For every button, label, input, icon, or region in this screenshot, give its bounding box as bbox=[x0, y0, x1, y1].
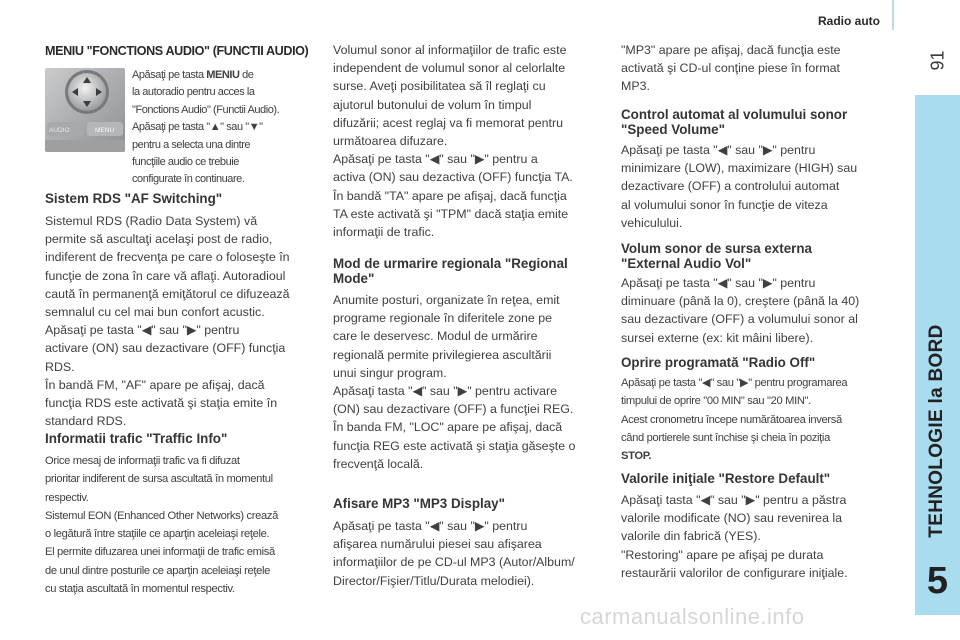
body-line: funcţia RDS este activată şi staţia emite în bbox=[45, 396, 278, 411]
radio-off-body bbox=[621, 374, 893, 465]
menu-intro: Apăsaţi pe tasta MENIU de la autoradio pentru acces la "Fonctions Audio" (Functii Audio). Apăsaţi pe tasta "▲" sau "▼" pentru a selecta una dintre funcţiile audio ce trebuie configurate în continuare. bbox=[132, 67, 317, 189]
body-line: surse. Aveţi posibilitatea să îl reglaţi cu bbox=[333, 79, 546, 94]
body-line: al volumului sonor în funcţie de viteza bbox=[621, 197, 828, 212]
body-line: timpului de oprire "00 MIN" sau "20 MIN". bbox=[621, 395, 811, 408]
body-line: sursei externe (ex: kit mâini libere). bbox=[621, 330, 814, 345]
body-line: vehiculului. bbox=[621, 215, 683, 230]
body-line: Sistemul EON (Enhanced Other Networks) crează bbox=[45, 509, 278, 522]
external-audio-body bbox=[621, 274, 893, 347]
body-line: indiferent de frecvenţa pe care o foloseşte în bbox=[45, 250, 290, 265]
body-line: Sistemul RDS (Radio Data System) vă bbox=[45, 214, 258, 228]
chapter-number: 5 bbox=[926, 560, 949, 602]
body-line: Volumul sonor al informaţiilor de trafic este bbox=[333, 43, 567, 57]
mp3-continued-body bbox=[621, 41, 893, 96]
speed-volume-body bbox=[621, 141, 893, 232]
traffic-section-title: Informatii trafic "Traffic Info" bbox=[45, 431, 228, 446]
body-line: (ON) sau dezactivare (OFF) a funcţiei REG. bbox=[333, 402, 574, 417]
traffic-section-body bbox=[45, 452, 317, 598]
body-line: diminuare (până la 0), creştere (până la 40) bbox=[621, 294, 860, 309]
body-line: "MP3" apare pe afişaj, dacă funcţia este bbox=[621, 43, 841, 57]
body-line: cu staţia ascultată în momentul respectiv. bbox=[45, 583, 235, 596]
body-line: valorile din fabrică (YES). bbox=[621, 529, 761, 544]
intro-line: funcţiile audio ce trebuie bbox=[132, 156, 239, 169]
rds-section-body bbox=[45, 212, 317, 430]
body-line: care le deservesc. Modul de urmărire bbox=[333, 329, 538, 344]
body-line: programe regionale în diferitele zone pe bbox=[333, 311, 553, 326]
body-line: Apăsaţi pe tasta "◀" sau "▶" pentru bbox=[621, 143, 816, 157]
body-line: frecvenţă locală. bbox=[333, 456, 424, 471]
body-line: permite să ascultaţi acelaşi post de radio, bbox=[45, 232, 273, 247]
audio-button-label: AUDIO bbox=[49, 127, 70, 134]
body-line: o legătură între staţiile ce aparţin aceleiaşi reţele. bbox=[45, 528, 270, 541]
rds-section-title: Sistem RDS "AF Switching" bbox=[45, 191, 223, 206]
menu-section-title: MENIU "FONCTIONS AUDIO" (FUNCTII AUDIO) bbox=[45, 44, 309, 58]
body-line: Apăsaţi tasta "◀" sau "▶" pentru a păstra bbox=[621, 493, 847, 507]
body-line: respectiv. bbox=[45, 491, 89, 504]
body-line: informaţiilor de pe CD-ul MP3 (Autor/Album/ bbox=[333, 555, 575, 570]
speed-volume-title: Control automat al volumului sonor "Speed Volume" bbox=[621, 107, 848, 137]
intro-line: Apăsaţi pe tasta "▲" sau "▼" bbox=[132, 121, 263, 134]
header-rule bbox=[892, 0, 894, 30]
body-line: independent de volumul sonor al celorlalte bbox=[333, 61, 566, 76]
body-line: Apăsaţi pe tasta "◀" sau "▶" pentru a bbox=[333, 152, 538, 167]
body-line: prioritar indiferent de sursa ascultată în momentul bbox=[45, 473, 273, 486]
body-line: "Restoring" apare pe afişaj pe durata bbox=[621, 547, 824, 562]
body-line: ajutorul butonului de volum în timpul bbox=[333, 97, 532, 112]
body-line: când portierele sunt închise şi cheia în poziţia bbox=[621, 431, 830, 444]
body-line: În banda FM, "LOC" apare pe afişaj, dacă bbox=[333, 420, 563, 435]
page-number: 91 bbox=[927, 50, 948, 71]
body-line: semnalul cu cel mai bun confort acustic. bbox=[45, 305, 265, 320]
body-line: minimizare (LOW), maximizare (HIGH) sau bbox=[621, 161, 858, 176]
body-line: funcţia REG este activată şi staţia găseşte o bbox=[333, 438, 576, 453]
body-line: dezactivare (OFF) a controlului automat bbox=[621, 179, 840, 194]
body-line: activare (ON) sau dezactivare (OFF) funcţia bbox=[45, 341, 286, 356]
body-line: de unul dintre posturile ce aparţin aceleiaşi reţele bbox=[45, 564, 270, 577]
mp3-section-body bbox=[333, 517, 605, 590]
body-line: activa (ON) sau dezactiva (OFF) funcţia TA. bbox=[333, 170, 573, 185]
body-line: Orice mesaj de informaţii trafic va fi difuzat bbox=[45, 455, 240, 467]
body-line: MP3. bbox=[621, 79, 650, 94]
radio-off-title: Oprire programată "Radio Off" bbox=[621, 355, 816, 370]
body-line: Apăsaţi pe tasta "◀" sau "▶" pentru bbox=[45, 323, 240, 338]
body-line: caută în permanenţă emiţătorul ce difuzează bbox=[45, 286, 290, 301]
traffic-volume-body bbox=[333, 41, 605, 241]
body-line: Apăsaţi tasta "◀" sau "▶" pentru activare bbox=[333, 384, 557, 399]
body-line: informaţii de trafic. bbox=[333, 225, 435, 240]
body-line: restaurării valorilor de configurare iniţiale. bbox=[621, 565, 848, 580]
body-line: funcţie de zona în care vă aflaţi. Autoradioul bbox=[45, 268, 286, 283]
running-title: Radio auto bbox=[818, 14, 880, 28]
body-line: Apăsaţi pe tasta "◀" sau "▶" pentru bbox=[621, 276, 816, 290]
body-line: unui singur program. bbox=[333, 365, 447, 380]
body-line: În bandă FM, "AF" apare pe afişaj, dacă bbox=[45, 377, 265, 392]
external-audio-title: Volum sonor de sursa externa "External Audio Vol" bbox=[621, 241, 812, 271]
body-line: activată şi CD-ul conţine piese în format bbox=[621, 61, 840, 76]
body-line: valorile modificate (NO) sau revenirea la bbox=[621, 511, 843, 526]
chapter-title: TEHNOLOGIE la BORD bbox=[926, 324, 947, 538]
body-line: sau dezactivare (OFF) a volumului sonor al bbox=[621, 312, 858, 327]
restore-default-title: Valorile iniţiale "Restore Default" bbox=[621, 471, 831, 486]
mp3-section-title: Afisare MP3 "MP3 Display" bbox=[333, 496, 505, 511]
body-line: TA este activată şi "TPM" dacă staţia emite bbox=[333, 206, 569, 221]
intro-line: pentru a selecta una dintre bbox=[132, 138, 251, 151]
body-line: Director/Fişier/Titlu/Durata melodiei). bbox=[333, 573, 535, 588]
intro-line: la autoradio pentru acces la bbox=[132, 86, 255, 99]
body-line: RDS. bbox=[45, 359, 75, 374]
body-line: standard RDS. bbox=[45, 414, 127, 429]
body-line: STOP. bbox=[621, 450, 652, 463]
regional-section-body bbox=[333, 291, 605, 473]
restore-default-body bbox=[621, 491, 893, 582]
body-line: Acest cronometru începe numărătoarea inversă bbox=[621, 413, 842, 426]
regional-section-title: Mod de urmarire regionala "Regional Mode" bbox=[333, 256, 568, 286]
body-line: Apăsaţi pe tasta "◀" sau "▶" pentru programarea bbox=[621, 377, 848, 389]
body-line: El permite difuzarea unei informaţii de trafic emisă bbox=[45, 546, 275, 559]
body-line: afişarea numărului piesei sau afişarea bbox=[333, 537, 542, 552]
intro-line: "Fonctions Audio" (Functii Audio). bbox=[132, 103, 280, 116]
radio-panel-image bbox=[45, 68, 125, 152]
body-line: În bandă "TA" apare pe afişaj, dacă funcţia bbox=[333, 188, 567, 203]
body-line: Anumite posturi, organizate în reţea, emit bbox=[333, 293, 560, 307]
body-line: regională permite privilegierea ascultării bbox=[333, 347, 552, 362]
body-line: Apăsaţi pe tasta "◀" sau "▶" pentru bbox=[333, 519, 528, 533]
menu-button-label: MENU bbox=[95, 127, 115, 134]
intro-line: configurate în continuare. bbox=[132, 173, 245, 186]
body-line: difuzării; acest reglaj va fi memorat pentru bbox=[333, 115, 564, 130]
watermark: carmanualsonline.info bbox=[580, 604, 805, 629]
body-line: următoarea difuzare. bbox=[333, 134, 448, 149]
